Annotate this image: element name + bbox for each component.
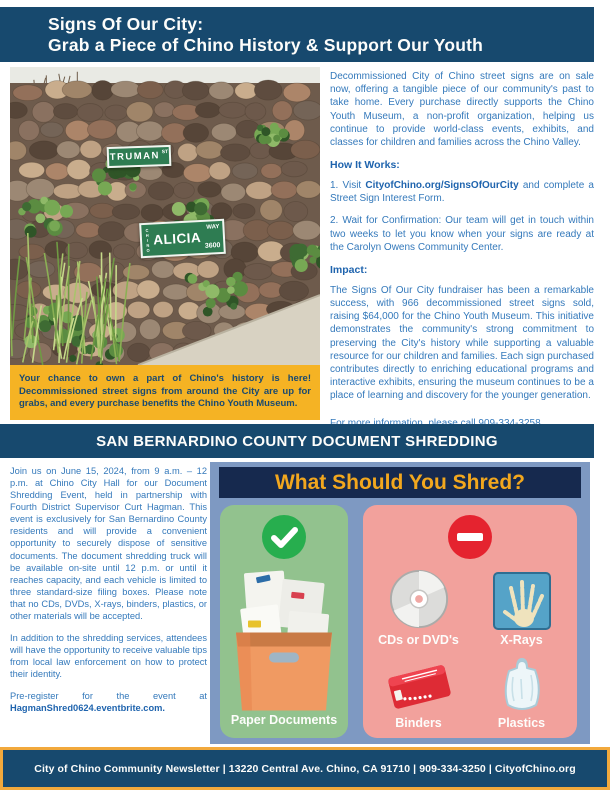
- page-title-line2: Grab a Piece of Chino History & Support Our Youth: [48, 34, 484, 55]
- photo-caption: Your chance to own a part of Chino's history is here! Decommissioned street signs from around the City are up for grabs, and every purchase benefits the Chino Youth Museum.: [10, 365, 320, 420]
- eventbrite-url-link[interactable]: HagmanShred0624.eventbrite.com.: [10, 703, 166, 714]
- check-icon: [261, 514, 307, 560]
- prohibited-item: [470, 647, 573, 730]
- shred-infographic: [210, 462, 590, 744]
- shredding-paragraph-1: Join us on June 15, 2024, from 9 a.m. – 12 p.m. at Chino City Hall for our Document Shredding Event, held in partnership with Fourth District Supervisor Curt Hagman. This event is exclusively for San Bernardino County residents and will provide a convenient opportunity to securely dispose of sensitive documents. The document shredding truck will be available on-site until 12 p.m. or until it reaches capacity, and each vehicle is limited to three standard-size filing boxes. Please note that no CDs, DVDs, X-rays, binders, plastics, or other materials will be accepted.: [10, 466, 207, 621]
- shredding-paragraph-2: In addition to the shredding services, attendees will have the opportunity to receive valuable tips from local law enforcement on how to protect their identity.: [10, 633, 207, 680]
- how-it-works-heading: How It Works:: [330, 159, 400, 172]
- infographic-title: What Should You Shred?: [219, 467, 581, 498]
- sign-street-suffix: WAY: [206, 224, 220, 231]
- step-1-text: 1. Visit: [330, 179, 366, 191]
- xray-icon: [493, 572, 551, 630]
- plastics-label: Plastics: [497, 716, 546, 730]
- cd-icon: [388, 568, 450, 630]
- sign-street-name: ALICIA: [152, 230, 202, 248]
- step-1: [330, 179, 594, 205]
- binder-icon: [382, 655, 456, 713]
- prohibited-item: [367, 647, 470, 730]
- intro-paragraph: Decommissioned City of Chino street signs are on sale now, offering a tangible piece of our community's past to take home. Every purchase directly supports the Chino Youth Museum, a non-profit organization, helping us continue to provide world-class events, exhibits, and classes for children and families across the Chino Valley.: [330, 71, 594, 148]
- prohibited-items-grid: [363, 560, 577, 738]
- page-title-line1: Signs Of Our City:: [48, 13, 204, 34]
- sign-street-suffix: ST: [161, 148, 169, 156]
- paper-documents-label: Paper Documents: [230, 713, 338, 727]
- step-2: 2. Wait for Confirmation: Our team will get in touch within two weeks to let you know when your signs are ready at the Carolyn Owens Community Center.: [330, 215, 594, 253]
- prohibited-item: [470, 564, 573, 647]
- plastic-bag-icon: [491, 653, 553, 713]
- xrays-label: X-Rays: [500, 633, 543, 647]
- shredding-paragraph-3: [10, 690, 207, 714]
- shred-no-panel: [363, 505, 577, 738]
- impact-paragraph: The Signs Of Our City fundraiser has been a remarkable success, with 966 decommissioned street signs sold, raising $64,000 for the Chino Youth Museum. This initiative demonstrates the community's strong commitment to preserving the City's history while supporting a valuable resource for our children and families. Each sign purchased contributes directly to enriching educational programs and interactive exhibits, ensuring the museum continues to be a place of learning and discovery for the younger generation.: [330, 284, 594, 402]
- sign-city-text: CHINO: [144, 227, 151, 253]
- sign-street-name: TRUMAN: [109, 150, 161, 164]
- sign-block-number: 3600: [204, 242, 221, 250]
- paper-box-icon: [228, 562, 340, 713]
- stone-wall-illustration: [10, 67, 320, 365]
- shredding-banner: SAN BERNARDINO COUNTY DOCUMENT SHREDDING: [0, 424, 594, 458]
- street-signs-photo: [10, 67, 320, 365]
- binders-label: Binders: [395, 716, 442, 730]
- signs-url-link[interactable]: CityofChino.org/SignsOfOurCity: [365, 179, 519, 191]
- cds-dvds-label: CDs or DVD's: [378, 633, 459, 647]
- street-sign-alicia: [139, 219, 226, 258]
- shredding-article: [10, 465, 207, 724]
- street-sign-truman: [107, 145, 172, 168]
- footer-bar: City of Chino Community Newsletter | 13220 Central Ave. Chino, CA 91710 | 909-334-3250 | CityofChino.org: [0, 747, 610, 790]
- preregister-text: Pre-register for the event at: [10, 691, 207, 702]
- header-banner: [0, 7, 594, 62]
- shred-yes-panel: [220, 505, 348, 738]
- prohibited-item: [367, 564, 470, 647]
- step-1-text-end: and complete a Street Sign Interest Form.: [330, 179, 594, 205]
- no-entry-icon: [447, 514, 493, 560]
- signs-article: [330, 70, 594, 440]
- impact-heading: Impact:: [330, 263, 368, 276]
